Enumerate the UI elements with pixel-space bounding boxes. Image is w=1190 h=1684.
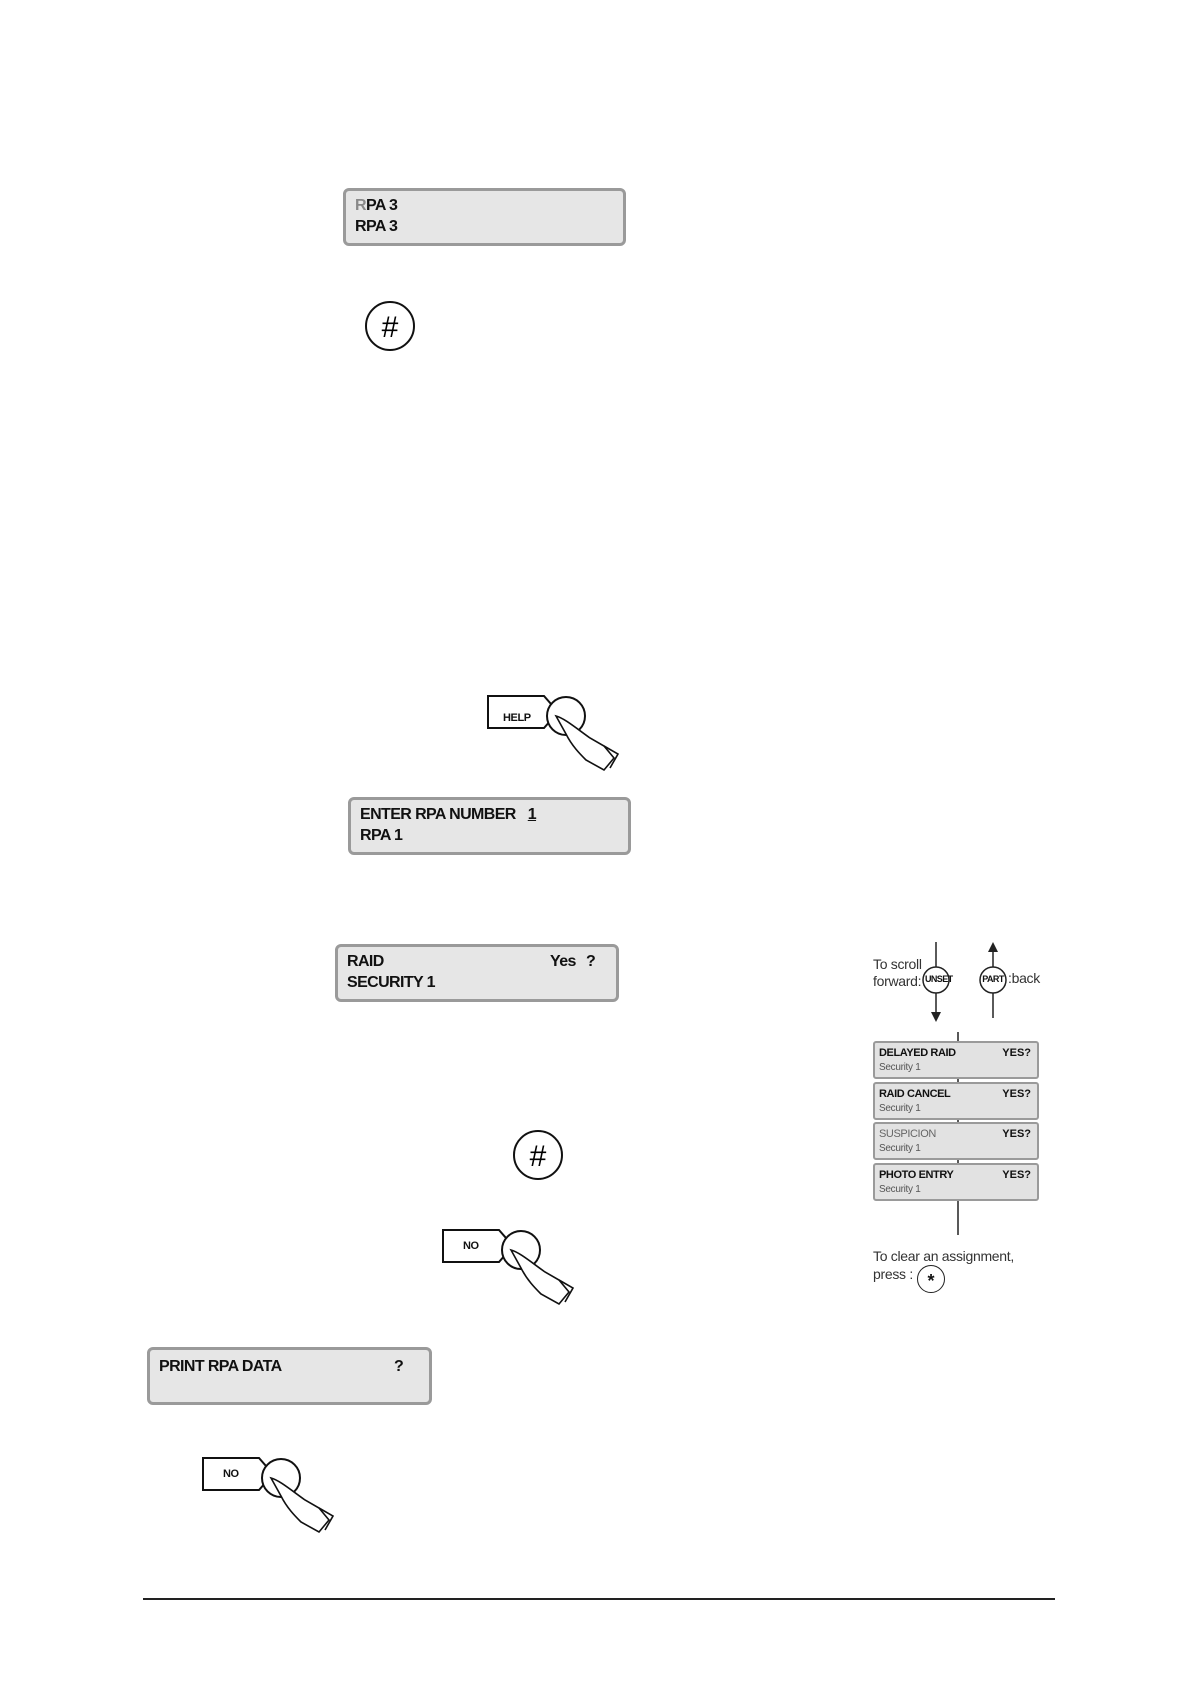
unset-key-icon[interactable]: UNSET: [925, 974, 953, 984]
lcd-yes: Yes: [550, 953, 576, 970]
menu-item-title: SUSPICION: [879, 1128, 936, 1140]
menu-item-raid-cancel: [873, 1082, 1039, 1120]
lcd-line-1: [360, 806, 536, 824]
no-key-label: NO: [463, 1240, 479, 1252]
menu-item-photo-entry: [873, 1163, 1039, 1201]
back-text: :back: [1008, 970, 1040, 986]
scroll-text-2: forward:: [873, 973, 922, 989]
clear-text-2: press :: [873, 1266, 913, 1282]
menu-item-yes: YES?: [1002, 1169, 1031, 1181]
hash-glyph: #: [529, 1140, 547, 1173]
help-key-press-icon[interactable]: [486, 694, 636, 774]
part-key-icon[interactable]: PART: [982, 974, 1004, 984]
menu-item-delayed-raid: [873, 1041, 1039, 1079]
lcd-line-1: [355, 197, 397, 215]
menu-item-sub: Security 1: [879, 1184, 921, 1195]
lcd-line-2: RPA 3: [355, 218, 398, 235]
menu-item-title: DELAYED RAID: [879, 1047, 956, 1059]
lcd-cursor-digit: 1: [527, 806, 537, 823]
no-key-press-icon[interactable]: [441, 1228, 591, 1308]
menu-item-sub: Security 1: [879, 1143, 921, 1154]
hash-key-icon[interactable]: [363, 299, 417, 353]
menu-item-sub: Security 1: [879, 1103, 921, 1114]
menu-item-title: PHOTO ENTRY: [879, 1169, 954, 1181]
clear-text-1: To clear an assignment,: [873, 1248, 1014, 1264]
menu-item-title: RAID CANCEL: [879, 1088, 951, 1100]
lcd-line-1-text: PA 3: [365, 197, 398, 214]
footer-rule: [143, 1598, 1055, 1600]
lcd-display-rpa3: [343, 188, 626, 246]
no-key-press-icon[interactable]: [201, 1456, 351, 1536]
menu-item-yes: YES?: [1002, 1128, 1031, 1140]
star-key-icon[interactable]: *: [917, 1265, 945, 1293]
lcd-line-1: RAID: [347, 953, 384, 970]
lcd-line-1: PRINT RPA DATA: [159, 1358, 282, 1375]
no-key-label: NO: [223, 1468, 239, 1480]
help-key-label: HELP: [503, 712, 531, 724]
lcd-display-print-rpa: [147, 1347, 432, 1405]
lcd-cursor-char: R: [355, 197, 366, 214]
lcd-display-enter-rpa: [348, 797, 631, 855]
hash-key-icon[interactable]: [511, 1128, 565, 1182]
menu-item-suspicion: [873, 1122, 1039, 1160]
hash-glyph: #: [381, 311, 399, 344]
lcd-line-1-text: ENTER RPA NUMBER: [360, 806, 516, 823]
menu-item-sub: Security 1: [879, 1062, 921, 1073]
lcd-question: ?: [586, 953, 596, 970]
lcd-display-raid: [335, 944, 619, 1002]
lcd-line-2: RPA 1: [360, 827, 403, 844]
lcd-line-2: SECURITY 1: [347, 974, 435, 991]
scroll-text-1: To scroll: [873, 956, 922, 972]
menu-item-yes: YES?: [1002, 1088, 1031, 1100]
lcd-question: ?: [394, 1358, 404, 1375]
menu-item-yes: YES?: [1002, 1047, 1031, 1059]
